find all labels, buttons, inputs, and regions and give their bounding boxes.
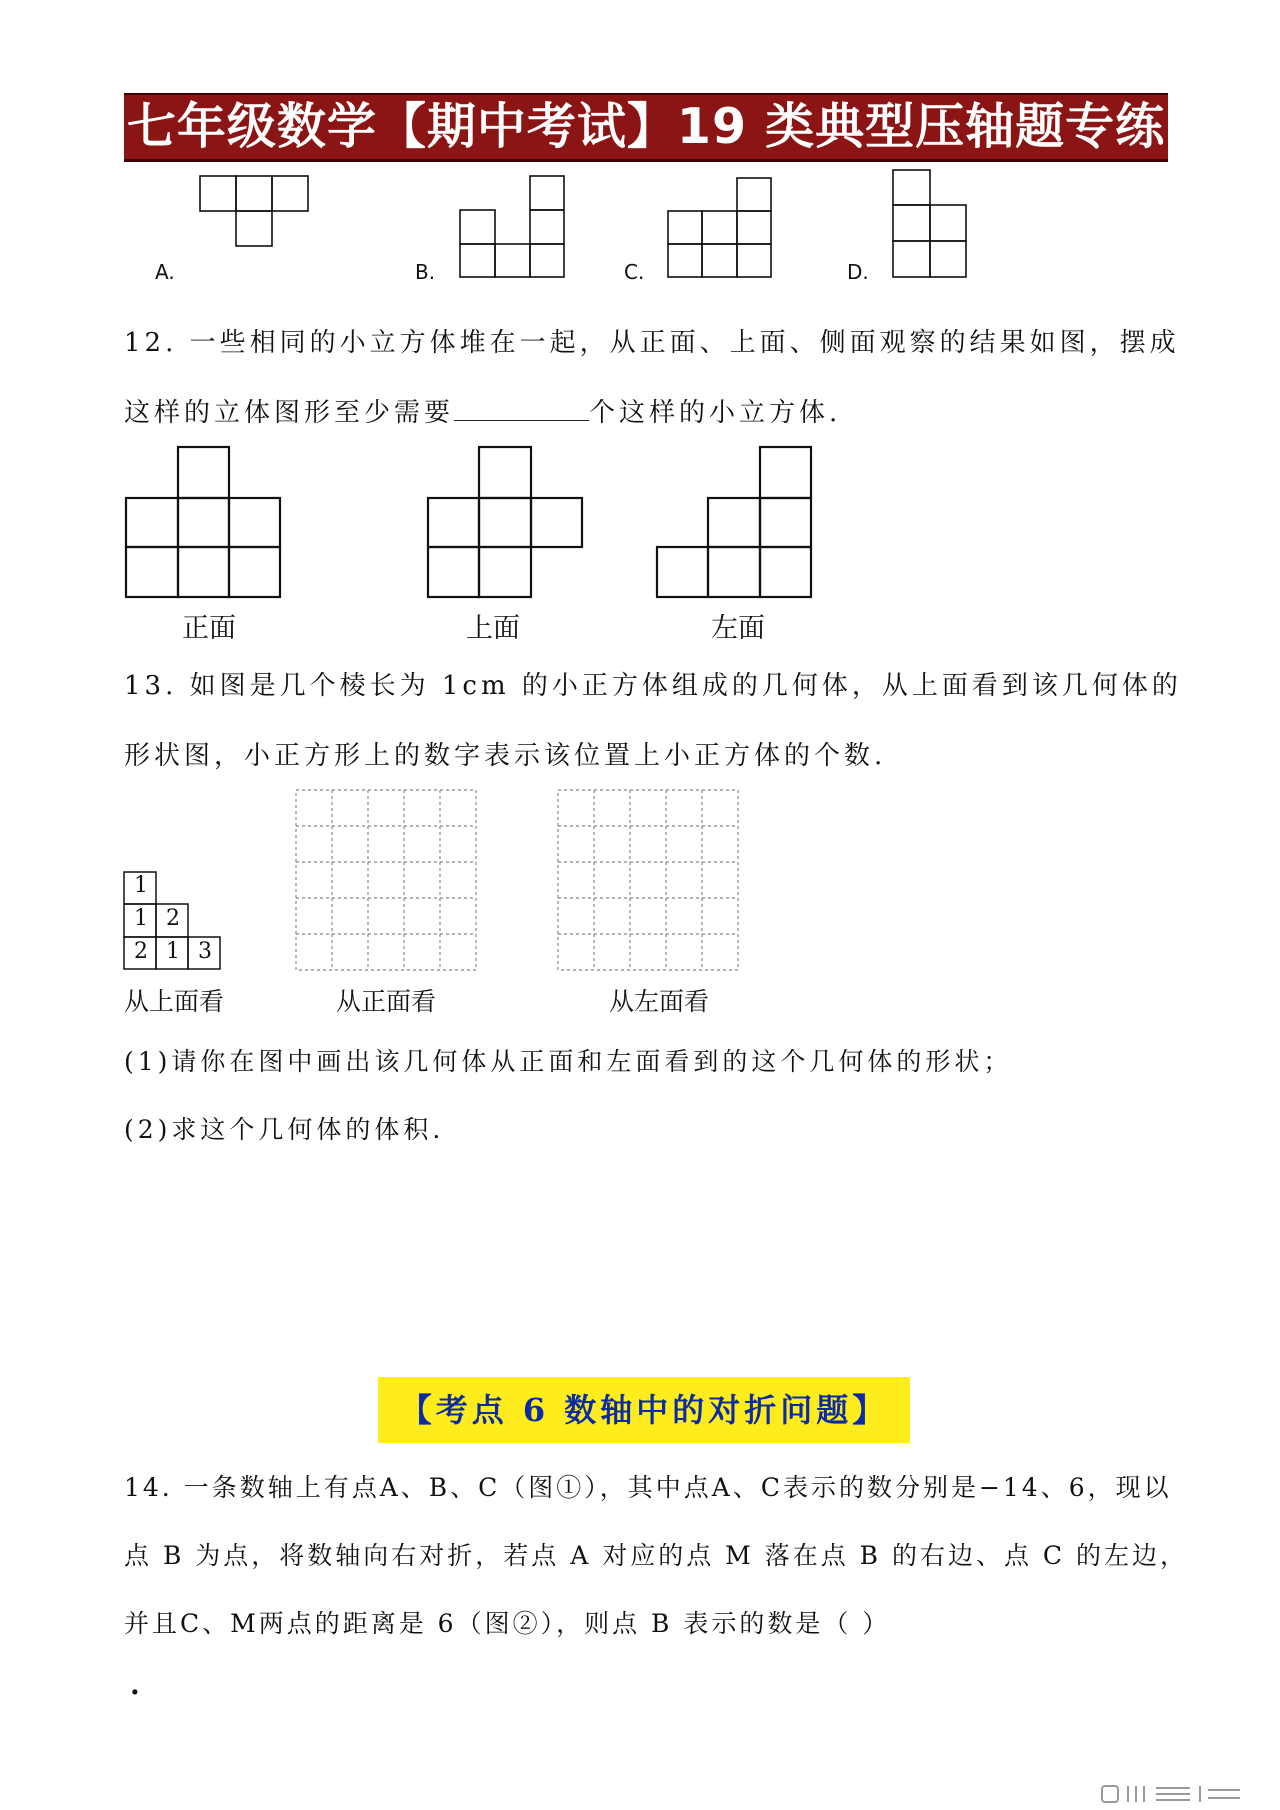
option-c-label: C. bbox=[624, 260, 645, 284]
menu-lines-icon[interactable] bbox=[1100, 1784, 1260, 1806]
q14-dot: . bbox=[130, 1668, 140, 1701]
q13-line2: 形状图，小正方形上的数字表示该位置上小正方体的个数. bbox=[124, 741, 887, 771]
option-d-figure bbox=[893, 170, 966, 277]
option-b-label: B. bbox=[415, 260, 436, 284]
grid-cell-number: 1 bbox=[166, 939, 180, 964]
left-view-label: 左面 bbox=[711, 613, 765, 644]
q12-view-figures bbox=[0, 440, 1280, 610]
page-title: 七年级数学【期中考试】19 类典型压轴题专练 bbox=[124, 93, 1168, 162]
front-view-figure bbox=[126, 447, 280, 597]
view-from-front-label: 从正面看 bbox=[336, 987, 437, 1016]
q13-line1: 13. 如图是几个棱长为 1cm 的小正方体组成的几何体，从上面看到该几何体的 bbox=[124, 671, 1182, 701]
grid-cell-number: 1 bbox=[134, 873, 148, 898]
front-view-drawing-grid[interactable] bbox=[290, 784, 480, 974]
option-d-label: D. bbox=[847, 260, 869, 284]
option-b-figure bbox=[460, 176, 564, 277]
view-from-top-label: 从上面看 bbox=[124, 987, 225, 1016]
front-view-label: 正面 bbox=[182, 613, 236, 644]
q11-option-figures bbox=[0, 0, 1280, 300]
left-view-drawing-grid[interactable] bbox=[552, 784, 742, 974]
answer-blank[interactable] bbox=[454, 394, 589, 421]
q12-line2-before: 这样的立体图形至少需要 bbox=[124, 398, 455, 428]
grid-cell-number: 3 bbox=[198, 939, 212, 964]
grid-cell-number: 1 bbox=[134, 906, 148, 931]
option-a-figure bbox=[200, 176, 308, 246]
q13-part2: (2)求这个几何体的体积. bbox=[124, 1115, 445, 1144]
q12-line1: 12. 一些相同的小立方体堆在一起，从正面、上面、侧面观察的结果如图，摆成 bbox=[124, 328, 1180, 358]
q14-line2: 点 B 为点，将数轴向右对折，若点 A 对应的点 M 落在点 B 的右边、点 C 的左边， bbox=[124, 1541, 1188, 1570]
q12-line2 bbox=[124, 392, 841, 429]
left-view-figure bbox=[657, 447, 811, 597]
q14-line1: 14. 一条数轴上有点A、B、C（图①），其中点A、C表示的数分别是−14、6，现以 bbox=[124, 1473, 1172, 1502]
topic-heading: 【考点 6 数轴中的对折问题】 bbox=[378, 1377, 910, 1443]
option-a-label: A. bbox=[155, 260, 175, 284]
q12-line2-after: 个这样的小立方体. bbox=[589, 398, 842, 428]
view-from-left-label: 从左面看 bbox=[609, 987, 710, 1016]
q13-part1: (1)请你在图中画出该几何体从正面和左面看到的这个几何体的形状； bbox=[124, 1047, 1013, 1076]
grid-cell-number: 2 bbox=[166, 906, 180, 931]
top-view-figure bbox=[428, 447, 582, 597]
option-c-figure bbox=[668, 178, 771, 277]
top-view-label: 上面 bbox=[466, 613, 520, 644]
q14-line3: 并且C、M两点的距离是 6（图②），则点 B 表示的数是（ ） bbox=[124, 1609, 891, 1638]
grid-cell-number: 2 bbox=[134, 939, 148, 964]
